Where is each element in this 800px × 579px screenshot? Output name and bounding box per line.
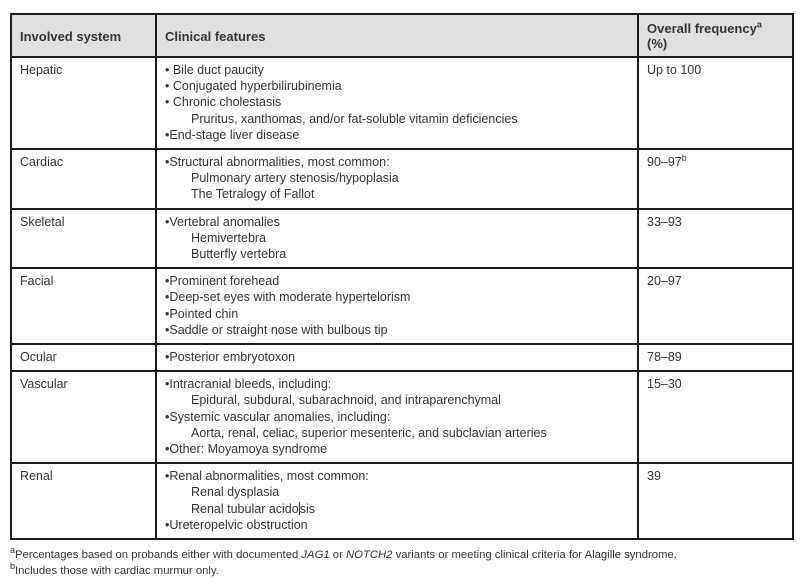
feature-line: •End-stage liver disease <box>165 127 300 142</box>
feature-line: •Structural abnormalities, most common: <box>165 155 390 170</box>
clinical-features-cell <box>156 57 638 149</box>
table-row <box>11 57 793 149</box>
frequency-value: 78–89 <box>647 350 682 365</box>
feature-line: •Posterior embryotoxon <box>165 350 296 365</box>
clinical-features-cell <box>156 209 638 269</box>
involved-system-cell: Hepatic <box>11 57 156 149</box>
feature-line: •Systemic vascular anomalies, including: <box>165 409 391 424</box>
column-header-suffix: (%) <box>647 36 668 51</box>
feature-line: Pulmonary artery stenosis/hypoplasia <box>191 171 399 186</box>
column-header-overall-frequency <box>638 14 793 57</box>
feature-line: •Deep-set eyes with moderate hypertelorism <box>165 290 411 305</box>
overall-frequency-cell <box>638 209 793 269</box>
involved-system-cell: Ocular <box>11 344 156 371</box>
feature-line: Pruritus, xanthomas, and/or fat-soluble vitamin deficiencies <box>191 111 518 126</box>
table-row <box>11 371 793 463</box>
frequency-value: 20–97 <box>647 274 682 289</box>
feature-line: •Ureteropelvic obstruction <box>165 517 308 532</box>
feature-line: •Saddle or straight nose with bulbous tip <box>165 322 388 337</box>
overall-frequency-cell <box>638 57 793 149</box>
frequency-value: 15–30 <box>647 377 682 392</box>
footnote-marker: b <box>10 561 16 572</box>
footnote-marker: a <box>10 545 16 556</box>
table-row <box>11 344 793 371</box>
involved-system-cell: Skeletal <box>11 209 156 269</box>
footnote-text: variants or meeting clinical criteria for Alagille syndrome. <box>392 549 677 562</box>
table-row <box>11 268 793 344</box>
overall-frequency-cell <box>638 149 793 209</box>
footnote-marker-superscript: b <box>681 152 687 163</box>
footnote-text: Percentages based on probands either with documented <box>15 549 302 562</box>
footnotes <box>10 547 792 579</box>
column-header-label: Overall frequency <box>647 21 757 36</box>
footnote-text: or <box>329 549 346 562</box>
overall-frequency-cell <box>638 463 793 539</box>
feature-line: Hemivertebra <box>191 230 267 245</box>
table-row <box>11 209 793 269</box>
overall-frequency-cell <box>638 371 793 463</box>
involved-system-cell: Renal <box>11 463 156 539</box>
feature-line: •Intracranial bleeds, including: <box>165 377 332 392</box>
footnote-marker-superscript: a <box>756 19 762 30</box>
frequency-value: 33–93 <box>647 214 682 229</box>
table-row <box>11 149 793 209</box>
column-header-involved-system <box>11 14 156 57</box>
clinical-features-cell <box>156 344 638 371</box>
feature-line: The Tetralogy of Fallot <box>191 187 315 202</box>
gene-name: NOTCH2 <box>346 549 393 562</box>
header-row <box>11 14 793 57</box>
feature-line: •Prominent forehead <box>165 274 280 289</box>
column-header-label: Clinical features <box>165 28 266 44</box>
clinical-features-cell <box>156 149 638 209</box>
feature-line: • Conjugated hyperbilirubinemia <box>165 79 342 94</box>
clinical-features-table <box>10 13 794 540</box>
feature-line: •Other: Moyamoya syndrome <box>165 442 328 457</box>
column-header-label: Involved system <box>20 28 122 44</box>
feature-line: • Bile duct paucity <box>165 63 264 77</box>
text-cursor <box>299 502 300 515</box>
frequency-value: Up to 100 <box>647 63 702 77</box>
footnote-text: Includes those with cardiac murmur only. <box>15 565 219 578</box>
feature-line: •Pointed chin <box>165 306 239 321</box>
column-header-clinical-features <box>156 14 638 57</box>
clinical-features-cell <box>156 463 638 539</box>
table-row <box>11 463 793 539</box>
feature-line: Epidural, subdural, subarachnoid, and intraparenchymal <box>191 393 501 408</box>
clinical-features-cell <box>156 268 638 344</box>
table-body <box>11 57 793 539</box>
feature-line: Aorta, renal, celiac, superior mesenteric, and subclavian arteries <box>191 425 547 440</box>
involved-system-cell: Cardiac <box>11 149 156 209</box>
overall-frequency-cell <box>638 268 793 344</box>
footnote <box>10 563 792 579</box>
table-header <box>11 14 793 57</box>
clinical-features-cell <box>156 371 638 463</box>
feature-line: Renal tubular acidosis <box>191 501 315 516</box>
feature-line: •Vertebral anomalies <box>165 214 280 229</box>
gene-name: JAG1 <box>301 549 330 562</box>
feature-line: •Renal abnormalities, most common: <box>165 469 369 484</box>
footnote <box>10 547 792 563</box>
involved-system-cell: Vascular <box>11 371 156 463</box>
frequency-value: 39 <box>647 469 661 484</box>
overall-frequency-cell <box>638 344 793 371</box>
feature-line: Butterfly vertebra <box>191 247 287 262</box>
frequency-value: 90–97 <box>647 155 682 170</box>
feature-line: • Chronic cholestasis <box>165 95 282 110</box>
involved-system-cell: Facial <box>11 268 156 344</box>
feature-line: Renal dysplasia <box>191 485 280 500</box>
